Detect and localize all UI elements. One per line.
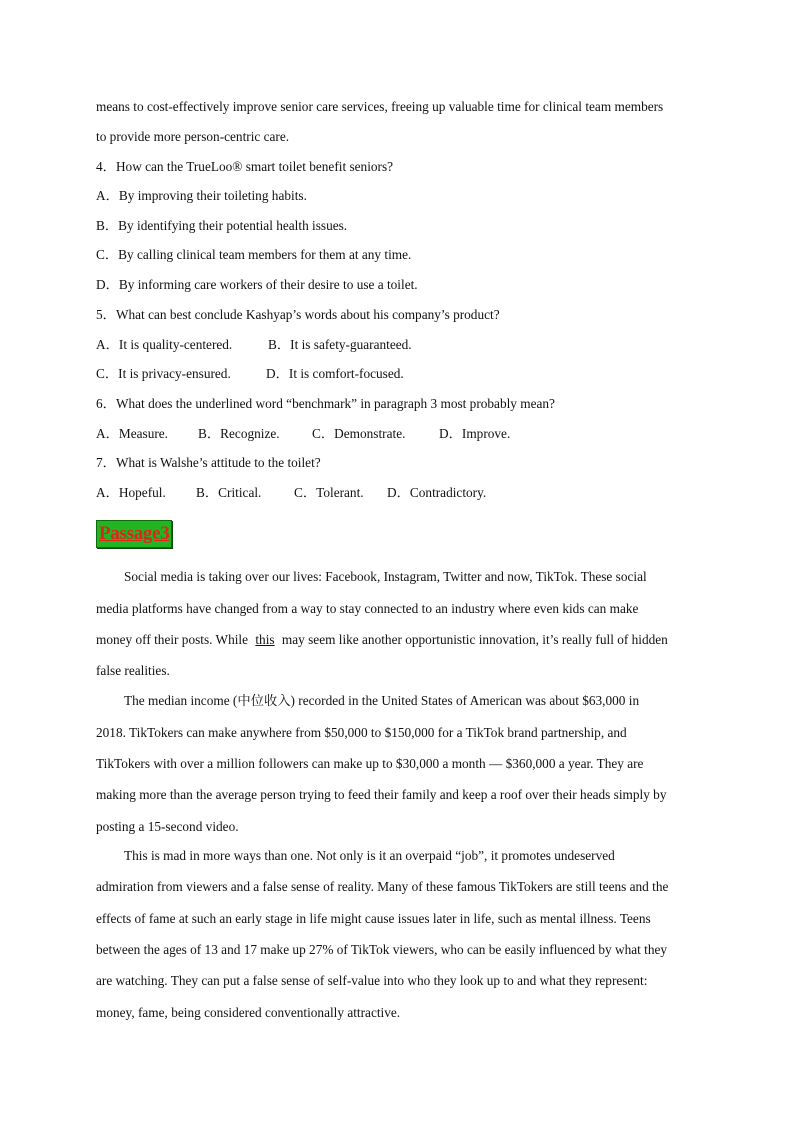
q5-options-row-2 [96, 366, 708, 382]
p1-line-4: false realities. [96, 663, 170, 678]
q6-option-d: D．Improve. [439, 426, 511, 441]
q5-option-b: B．It is safety-guaranteed. [268, 337, 412, 352]
p2-line-5: posting a 15-second video. [96, 819, 239, 834]
question-5: 5．What can best conclude Kashyap’s words about his company’s product? [96, 307, 500, 322]
passage-heading: Passage3 [96, 520, 172, 548]
p2-line-1: The median income (中位收入) recorded in the United States of American was about $63,000 in [124, 693, 640, 708]
p3-line-5: are watching. They can put a false sense of self-value into who they look up to and what they represent: [96, 973, 648, 988]
q7-option-b: B．Critical. [196, 485, 262, 500]
p1-line-3 [96, 632, 668, 648]
p3-line-1: This is mad in more ways than one. Not only is it an overpaid “job”, it promotes undeserved [124, 848, 615, 863]
q5-options-row-1 [96, 337, 708, 353]
q5-option-c: C．It is privacy-ensured. [96, 366, 231, 381]
q7-option-a: A．Hopeful. [96, 485, 166, 500]
p3-line-2: admiration from viewers and a false sense of reality. Many of these famous TikTokers are still teens and the [96, 879, 669, 894]
q6-option-a: A．Measure. [96, 426, 169, 441]
q4-option-d: D．By informing care workers of their desire to use a toilet. [96, 277, 418, 292]
p3-line-4: between the ages of 13 and 17 make up 27% of TikTok viewers, who can be easily influenced by what they [96, 942, 668, 957]
q4-option-a: A．By improving their toileting habits. [96, 188, 307, 203]
q7-options-row [96, 485, 708, 501]
p1-line-3-start: money off their posts. While [96, 632, 249, 647]
p2-line-4: making more than the average person trying to feed their family and keep a roof over their heads simply by [96, 787, 667, 802]
p1-line-3-end: may seem like another opportunistic innovation, it’s really full of hidden [281, 632, 668, 647]
underlined-word-this: this [255, 632, 275, 647]
p1-line-2: media platforms have changed from a way to stay connected to an industry where even kids can make [96, 601, 639, 616]
p2-line-2: 2018. TikTokers can make anywhere from $50,000 to $150,000 for a TikTok brand partnership, and [96, 725, 627, 740]
q7-option-d: D．Contradictory. [387, 485, 487, 500]
question-4: 4．How can the TrueLoo® smart toilet benefit seniors? [96, 159, 394, 174]
q7-option-c: C．Tolerant. [294, 485, 364, 500]
q6-option-b: B．Recognize. [198, 426, 280, 441]
p2-line-3: TikTokers with over a million followers can make up to $30,000 a month — $360,000 a year. They are [96, 756, 644, 771]
p3-line-3: effects of fame at such an early stage in life might cause issues later in life, such as mental illness. Teens [96, 911, 651, 926]
q5-option-a: A．It is quality-centered. [96, 337, 233, 352]
intro-line-1: means to cost-effectively improve senior care services, freeing up valuable time for clinical team members [96, 99, 664, 114]
question-7: 7．What is Walshe’s attitude to the toilet? [96, 455, 321, 470]
q6-option-c: C．Demonstrate. [312, 426, 406, 441]
q4-option-b: B．By identifying their potential health issues. [96, 218, 348, 233]
question-6: 6．What does the underlined word “benchmark” in paragraph 3 most probably mean? [96, 396, 555, 411]
intro-line-2: to provide more person-centric care. [96, 129, 290, 144]
q5-option-d: D．It is comfort-focused. [266, 366, 404, 381]
q4-option-c: C．By calling clinical team members for them at any time. [96, 247, 412, 262]
p3-line-6: money, fame, being considered conventionally attractive. [96, 1005, 401, 1020]
p1-line-1: Social media is taking over our lives: Facebook, Instagram, Twitter and now, TikTok. These social [124, 569, 647, 584]
q6-options-row [96, 426, 708, 442]
